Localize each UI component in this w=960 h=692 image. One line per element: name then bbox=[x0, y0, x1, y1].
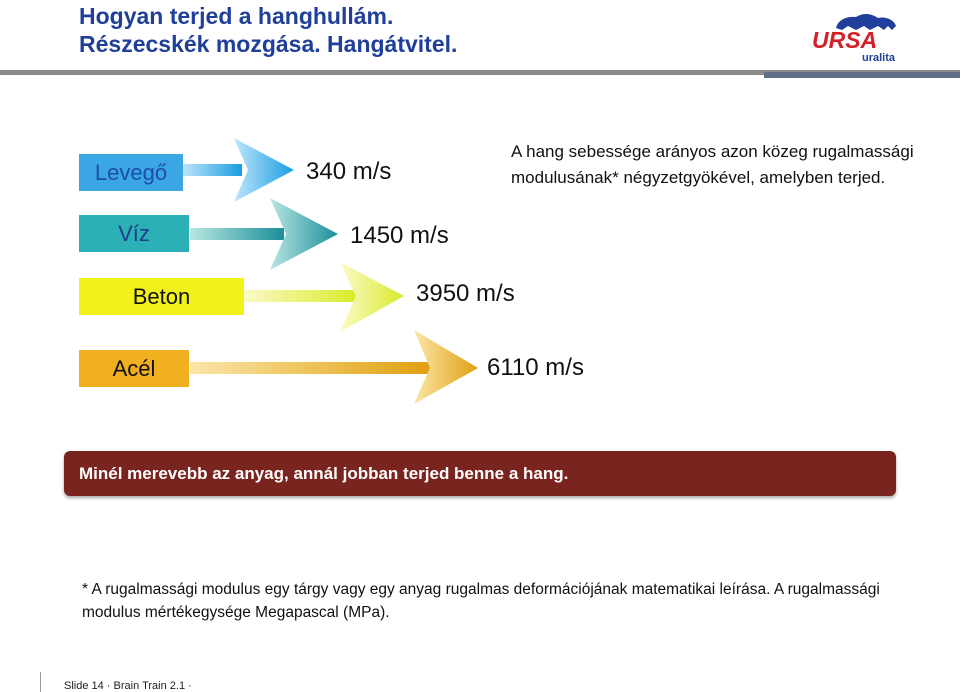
material-beton-label: Beton bbox=[132, 283, 191, 309]
speed-levego: 340 m/s bbox=[306, 158, 392, 185]
material-beton bbox=[79, 278, 244, 315]
arrow-levego bbox=[182, 138, 294, 202]
arrow-viz bbox=[190, 198, 338, 270]
material-viz-label: Víz bbox=[118, 220, 150, 246]
footnote: * A rugalmassági modulus egy tárgy vagy egy anyag rugalmas deformációjának matematikai leírása. A rugalmassági modulus mértékegysége Megapascal (MPa). bbox=[82, 581, 880, 621]
arrow-acel bbox=[190, 330, 478, 404]
logo-brand: URSA bbox=[812, 27, 878, 53]
material-acel bbox=[79, 350, 189, 387]
title-line-1: Hogyan terjed a hanghullám. bbox=[79, 3, 394, 29]
key-message-banner: Minél merevebb az anyag, annál jobban terjed benne a hang. bbox=[64, 451, 896, 496]
speed-viz: 1450 m/s bbox=[350, 222, 449, 249]
material-levego-label: Levegő bbox=[94, 159, 168, 185]
logo-sub: uralita bbox=[862, 52, 896, 64]
title-line-2: Részecskék mozgása. Hangátvitel. bbox=[79, 31, 458, 57]
speed-description: A hang sebessége arányos azon közeg rugalmassági modulusának* négyzetgyökével, amelyben terjed. bbox=[511, 142, 914, 187]
speed-beton: 3950 m/s bbox=[416, 280, 515, 307]
arrow-beton bbox=[244, 262, 404, 332]
speed-acel: 6110 m/s bbox=[487, 354, 584, 381]
material-acel-label: Acél bbox=[112, 355, 156, 381]
material-levego bbox=[79, 154, 183, 191]
footer-divider bbox=[40, 672, 41, 692]
slide-footer: Slide 14 · Brain Train 2.1 · bbox=[64, 680, 192, 692]
material-viz bbox=[79, 215, 189, 252]
